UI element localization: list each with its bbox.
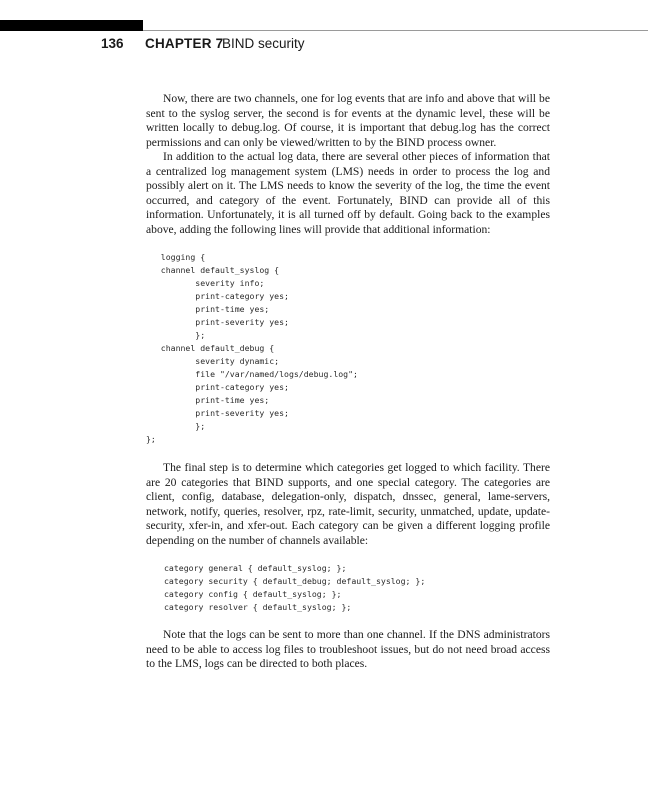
page-body (146, 92, 550, 672)
code-line: }; (146, 421, 206, 431)
code-line: category config { default_syslog; }; (164, 589, 342, 599)
code-line: channel default_syslog { (146, 265, 280, 275)
code-line: severity dynamic; (146, 356, 280, 366)
code-line: category resolver { default_syslog; }; (164, 602, 352, 612)
code-block-logging (146, 251, 550, 446)
code-line: print-time yes; (146, 395, 270, 405)
code-line: }; (146, 330, 206, 340)
header-rule (143, 30, 648, 31)
paragraph: In addition to the actual log data, there are several other pieces of information that a centralized log management system (LMS) needs in order to process the log and possibly alert on it. The LMS needs to know the severity of the log, the time the event occurred, and category of the event. Fortunately, BIND can provide all of this information. Unfortunately, it is all turned off by default. Going back to the examples above, adding the following lines will provide that additional information: (146, 150, 550, 236)
header-bar (0, 20, 143, 31)
code-line: print-severity yes; (146, 408, 289, 418)
code-line: print-category yes; (146, 382, 289, 392)
code-line: logging { (146, 252, 206, 262)
code-block-category (146, 562, 550, 614)
paragraph: Now, there are two channels, one for log events that are info and above that will be sent to the syslog server, the second is for events at the dynamic level, these will be written locally to debug.log. Of course, it is important that debug.log has the correct permissions and can only be viewed/written to by the BIND process owner. (146, 92, 550, 149)
code-line: severity info; (146, 278, 265, 288)
paragraph: Note that the logs can be sent to more than one channel. If the DNS administrators need to be able to access log files to troubleshoot issues, but do not need broad access to the LMS, logs can be directed to both places. (146, 628, 550, 670)
code-line: print-category yes; (146, 291, 289, 301)
chapter-title: BIND security (222, 36, 305, 51)
page-number: 136 (101, 36, 124, 51)
running-head (0, 34, 648, 54)
code-line: }; (146, 434, 156, 444)
paragraph: The final step is to determine which categories get logged to which facility. There are 20 categories that BIND supports, and one special category. The categories are client, config, database, delegation-only, dispatch, dnssec, general, lame-servers, network, notify, queries, resolver, rpz, rate-limit, security, unmatched, update, update-security, xfer-in, and xfer-out. Each category can be given a different logging profile depending on the number of channels available: (146, 461, 550, 547)
code-line: category security { default_debug; default_syslog; }; (164, 576, 426, 586)
code-line: category general { default_syslog; }; (164, 563, 347, 573)
code-line: file "/var/named/logs/debug.log"; (146, 369, 358, 379)
code-line: channel default_debug { (146, 343, 275, 353)
code-line: print-time yes; (146, 304, 270, 314)
code-line: print-severity yes; (146, 317, 289, 327)
chapter-label: CHAPTER 7 (145, 36, 224, 51)
